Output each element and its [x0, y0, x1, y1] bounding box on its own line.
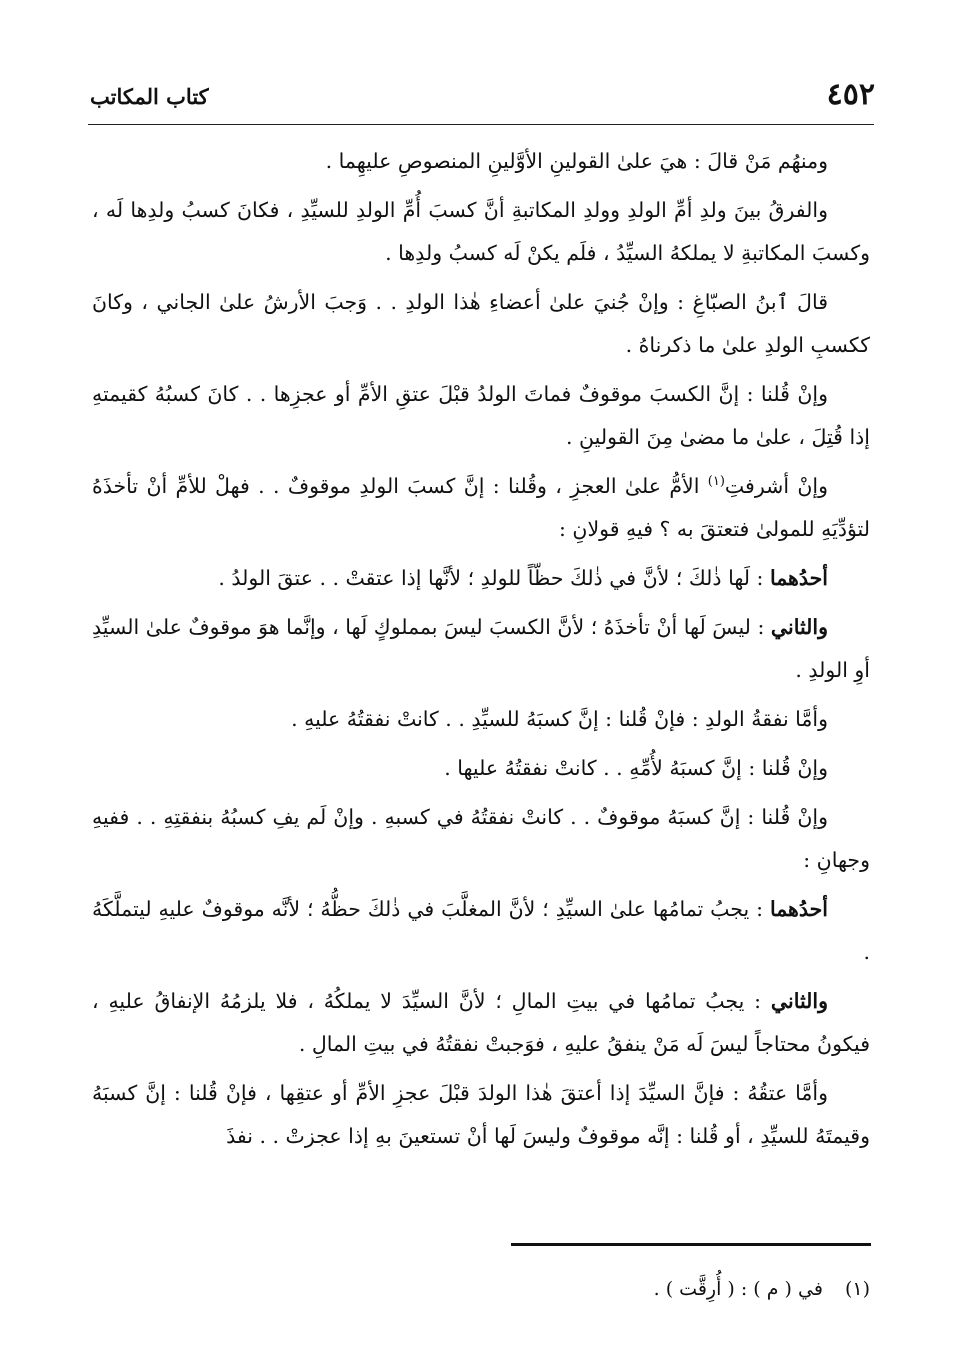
paragraph	[92, 980, 870, 1066]
paragraph	[92, 557, 870, 600]
paragraph-text-start: وإنْ أشرفتِ	[724, 474, 828, 498]
header-divider	[88, 124, 874, 125]
paragraph-text: : يجبُ تمامُها في بيتِ المالِ ؛ لأنَّ السيِّدَ لا يملكُهُ ، فلا يلزمُهُ الإنفاقُ عليهِ ، فيكونُ محتاجاً ليسَ لَه مَنْ ينفقُ عليهِ ، فوَجبتْ نفقتُهُ في بيتِ المالِ .	[92, 989, 870, 1056]
paragraph	[92, 1072, 870, 1158]
paragraph	[92, 606, 870, 692]
paragraph-text: وإنْ قُلنا : إنَّ كسبَهُ موقوفٌ . . كانتْ نفقتُهُ في كسبهِ . وإنْ لَم يفِ كسبُهُ بنفقتِهِ . . ففيهِ وجهانِ :	[92, 805, 870, 872]
footnote	[92, 1272, 870, 1306]
paragraph	[92, 888, 870, 974]
footnote-divider	[511, 1243, 871, 1246]
paragraph-text: : لَها ذٰلكَ ؛ لأنَّ في ذٰلكَ حظّاً للولدِ ؛ لأنَّها إذا عتقتْ . . عتقَ الولدُ .	[218, 566, 770, 590]
paragraph-lead: والثاني	[770, 989, 828, 1013]
paragraph	[92, 373, 870, 459]
paragraph	[92, 465, 870, 551]
paragraph	[92, 796, 870, 882]
paragraph-text: : ليسَ لَها أنْ تأخذَهُ ؛ لأنَّ الكسبَ ليسَ بمملوكٍ لَها ، وإنَّما هوَ موقوفٌ علىٰ السيِّدِ أوِ الولدِ .	[92, 615, 870, 682]
paragraph-text: والفرقُ بينَ ولدِ أمِّ الولدِ وولدِ المكاتبةِ أنَّ كسبَ أُمِّ الولدِ للسيِّدِ ، فكانَ كسبُ ولدِها لَه ، وكسبَ المكاتبةِ لا يملكهُ السيِّدُ ، فلَم يكنْ لَه كسبُ ولدِها .	[92, 198, 870, 265]
paragraph-lead: والثاني	[770, 615, 828, 639]
paragraph-text: وإنْ قُلنا : إنَّ الكسبَ موقوفٌ فماتَ الولدُ قبْلَ عتقِ الأمِّ أو عجزِها . . كانَ كسبُهُ كقيمتهِ إذا قُتِلَ ، علىٰ ما مضىٰ مِنَ القولينِ .	[92, 382, 870, 449]
page-header	[90, 78, 875, 122]
footnote-reference[interactable]: (١)	[707, 474, 725, 490]
paragraph-text: قالَ ٱبنُ الصبّاغِ : وإنْ جُنيَ علىٰ أعضاءِ هٰذا الولدِ . . وَجبَ الأرشُ علىٰ الجاني ، وكانَ ككسبِ الولدِ علىٰ ما ذكرناهُ .	[92, 290, 870, 357]
paragraph-text: : يجبُ تمامُها علىٰ السيِّدِ ؛ لأنَّ المغلَّبَ في ذٰلكَ حظُّهُ ؛ لأنَّه موقوفٌ عليهِ ليتملَّكَهُ .	[92, 897, 870, 964]
main-text	[92, 140, 870, 1164]
paragraph-text: وأمَّا نفقةُ الولدِ : فإنْ قُلنا : إنَّ كسبَهُ للسيِّدِ . . كانتْ نفقتُهُ عليهِ .	[291, 707, 828, 731]
paragraph-text: وأمَّا عتقُهُ : فإنَّ السيِّدَ إذا أعتقَ هٰذا الولدَ قبْلَ عجزِ الأمِّ أو عتقِها ، فإنْ قُلنا : إنَّ كسبَهُ وقيمتَهُ للسيِّدِ ، أو قُلنا : إنَّه موقوفٌ وليسَ لَها أنْ تستعينَ بهِ إذا عجزتْ . . نفذَ	[92, 1081, 870, 1148]
paragraph	[92, 698, 870, 741]
footnote-text: في ( م ) : ( أُرِقَّت ) .	[653, 1278, 823, 1300]
paragraph	[92, 189, 870, 275]
paragraph-text: وإنْ قُلنا : إنَّ كسبَهُ لأُمِّهِ . . كانتْ نفقتُهُ عليها .	[444, 756, 828, 780]
paragraph-lead: أحدُهما	[769, 566, 828, 590]
paragraph	[92, 140, 870, 183]
footnote-number: (١)	[844, 1278, 870, 1300]
paragraph-text: الأمُّ علىٰ العجزِ ، وقُلنا : إنَّ كسبَ الولدِ موقوفٌ . . فهلْ للأمِّ أنْ تأخذَهُ لتؤدِّيَهِ للمولىٰ فتعتقَ به ؟ فيهِ قولانِ :	[92, 474, 870, 541]
page-number: ٤٥٢	[826, 77, 875, 112]
paragraph	[92, 281, 870, 367]
paragraph-text: ومنهُم مَنْ قالَ : هيَ علىٰ القولينِ الأوَّلينِ المنصوصِ عليهِما .	[325, 149, 828, 173]
paragraph	[92, 747, 870, 790]
paragraph-lead: أحدُهما	[769, 897, 828, 921]
running-title: كتاب المكاتب	[90, 84, 209, 109]
